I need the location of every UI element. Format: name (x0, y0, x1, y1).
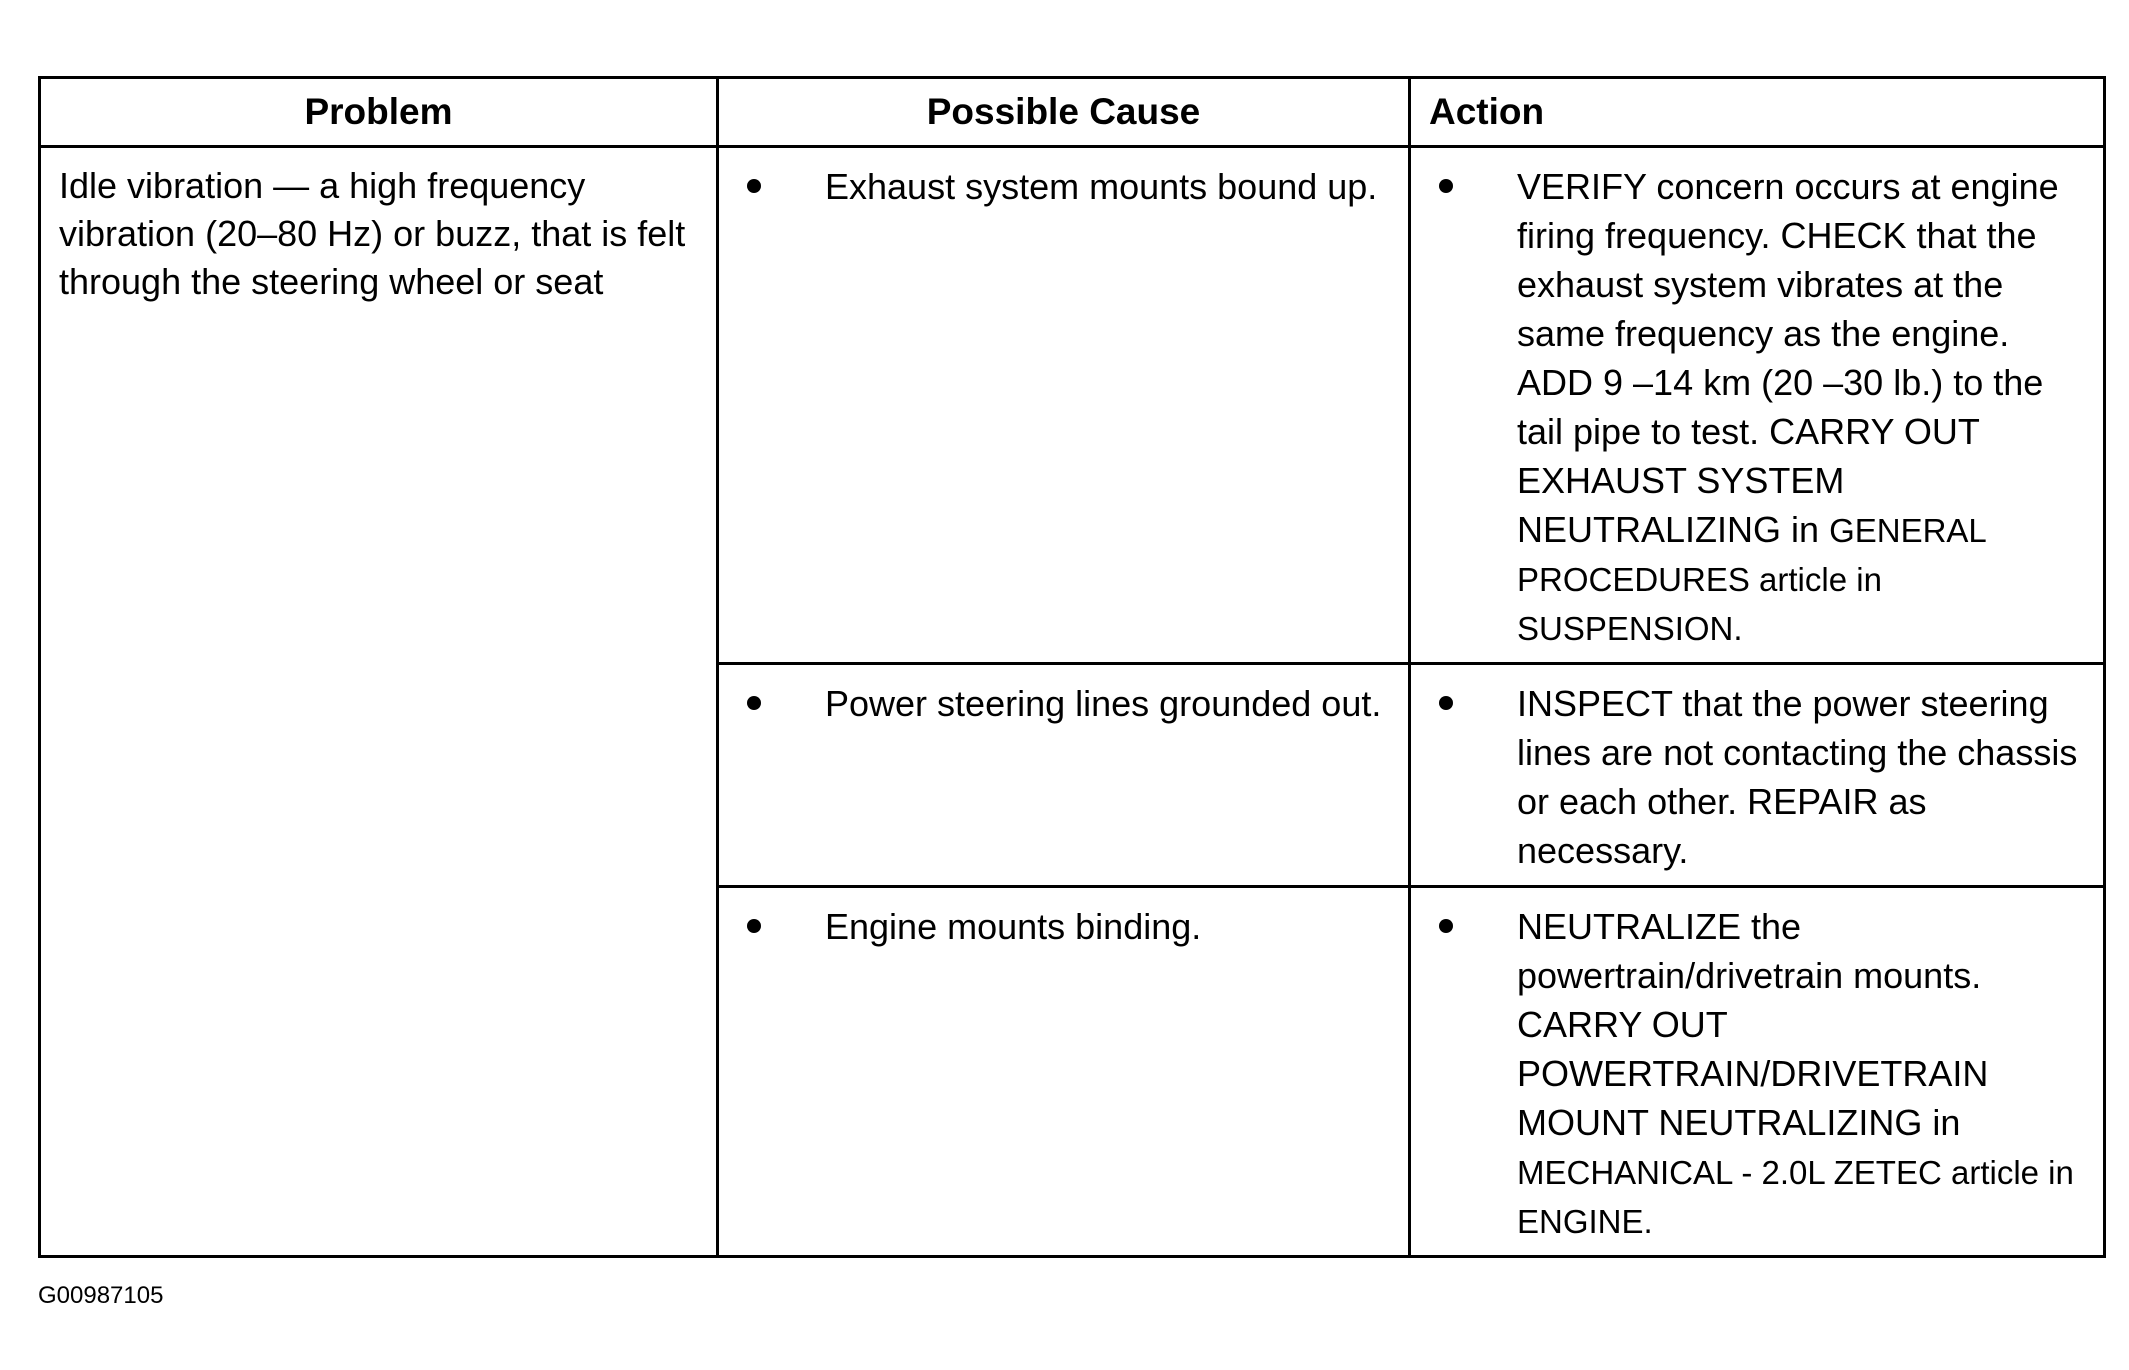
table-row (40, 147, 2105, 664)
header-action: Action (1410, 78, 2105, 147)
header-possible-cause: Possible Cause (718, 78, 1410, 147)
action-main-text: INSPECT that the power steering lines are not contacting the chassis or each other. REPAIR as necessary. (1517, 683, 2078, 871)
bullet-icon (747, 696, 761, 710)
cause-text: Power steering lines grounded out. (825, 683, 1382, 724)
action-main-text: NEUTRALIZE the powertrain/drivetrain mounts. CARRY OUT POWERTRAIN/DRIVETRAIN MOUNT NEUTRALIZING in (1517, 906, 1989, 1143)
action-text (1517, 679, 2089, 875)
cause-cell (718, 147, 1410, 664)
cause-text: Exhaust system mounts bound up. (825, 166, 1378, 207)
action-text (1517, 902, 2089, 1245)
action-text (1517, 162, 2089, 652)
bullet-icon (747, 919, 761, 933)
action-reference-text: MECHANICAL - 2.0L ZETEC article in ENGINE. (1517, 1154, 2074, 1240)
action-main-text: VERIFY concern occurs at engine firing frequency. CHECK that the exhaust system vibrates at the same frequency as the engine. ADD 9 –14 km (20 –30 lb.) to the tail pipe to test. CARRY OUT EXHAUST SYSTEM NEUTRALIZING in (1517, 166, 2059, 550)
header-problem: Problem (40, 78, 718, 147)
bullet-icon (1439, 696, 1453, 710)
cause-cell (718, 887, 1410, 1257)
header-row (40, 78, 2105, 147)
cause-cell (718, 664, 1410, 887)
bullet-icon (1439, 179, 1453, 193)
bullet-icon (1439, 919, 1453, 933)
problem-cell: Idle vibration — a high frequency vibration (20–80 Hz) or buzz, that is felt through the steering wheel or seat (40, 147, 718, 1257)
action-cell (1410, 664, 2105, 887)
cause-text: Engine mounts binding. (825, 906, 1202, 947)
diagnosis-table (38, 76, 2106, 1258)
figure-id: G00987105 (38, 1282, 164, 1309)
action-cell (1410, 887, 2105, 1257)
bullet-icon (747, 179, 761, 193)
action-reference-text: GENERAL PROCEDURES article in SUSPENSION. (1517, 512, 1986, 647)
action-cell (1410, 147, 2105, 664)
